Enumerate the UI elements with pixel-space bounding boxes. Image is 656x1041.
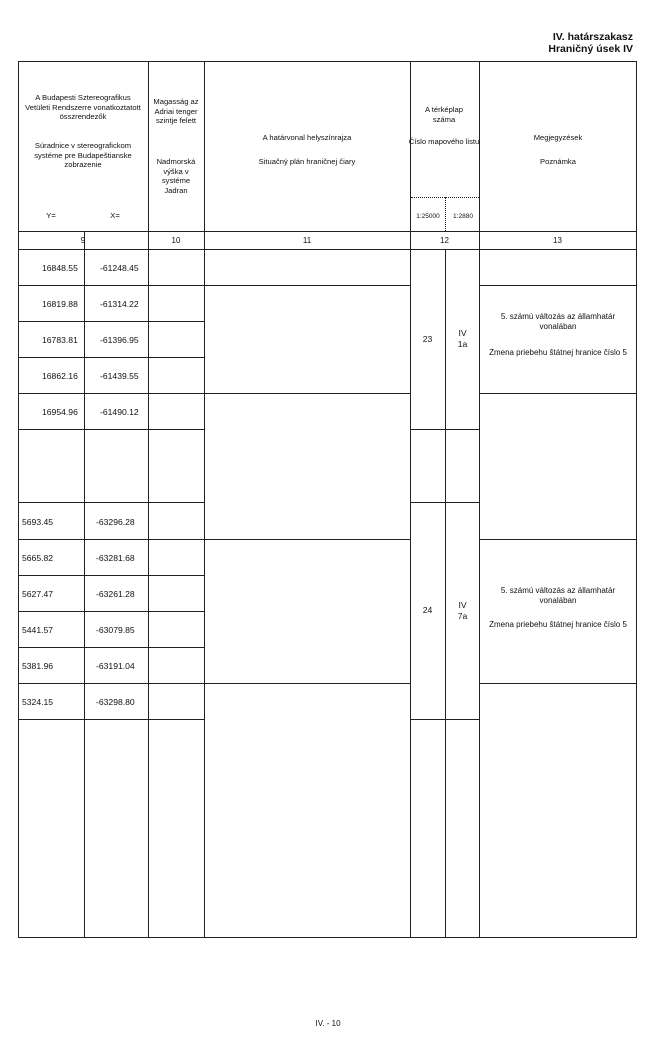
- map-sheet-2880-number: 1a: [457, 339, 468, 349]
- x-coordinate: -63296.28: [96, 517, 135, 527]
- x-coordinate: -63079.85: [96, 625, 135, 635]
- col12-scale1: 1:25000: [416, 213, 440, 220]
- col9-y-label: Y=: [46, 211, 56, 220]
- col13-header-sk: Poznámka: [540, 157, 576, 166]
- y-coordinate: 16862.16: [42, 371, 78, 381]
- col10-header-hu: Magasság az Adriai tenger szintje felett: [153, 97, 199, 125]
- x-coordinate: -61396.95: [100, 335, 139, 345]
- y-coordinate: 16783.81: [42, 335, 78, 345]
- y-coordinate: 16954.96: [42, 407, 78, 417]
- x-coordinate: -63281.68: [96, 553, 135, 563]
- map-sheet-25000: 23: [422, 334, 433, 344]
- col10-header-sk: Nadmorská výška v systéme Jadran: [156, 157, 196, 195]
- map-sheet-2880-series: IV: [458, 328, 467, 338]
- col12-header-sk: Číslo mapového listu: [408, 137, 480, 146]
- col11-header-sk: Situačný plán hraničnej čiary: [258, 157, 356, 166]
- col12-number: 12: [440, 236, 449, 245]
- page-number: IV. - 10: [315, 1019, 341, 1028]
- map-sheet-2880-number: 7a: [457, 611, 468, 621]
- col11-header-hu: A határvonal helyszínrajza: [262, 133, 352, 142]
- title-hu: IV. határszakasz: [552, 31, 633, 43]
- col10-number: 10: [171, 236, 181, 245]
- col13-number: 13: [553, 236, 562, 245]
- col13-header-hu: Megjegyzések: [533, 133, 583, 142]
- x-coordinate: -63191.04: [96, 661, 135, 671]
- note-sk: Zmena priebehu štátnej hranice číslo 5: [489, 348, 627, 357]
- x-coordinate: -61490.12: [100, 407, 139, 417]
- map-sheet-25000: 24: [422, 605, 433, 615]
- y-coordinate: 5627.47: [22, 589, 54, 599]
- col9-header-hu: A Budapesti Sztereografikus Vetületi Rendszerre vonatkoztatott összrendezők: [25, 93, 141, 121]
- map-sheet-2880-series: IV: [458, 600, 467, 610]
- col9-header-sk: Súradnice v stereografickom systéme pre Budapeštianske zobrazenie: [34, 141, 132, 169]
- col11-number: 11: [302, 236, 312, 245]
- title-sk: Hraničný úsek IV: [548, 43, 633, 55]
- y-coordinate: 5665.82: [22, 553, 54, 563]
- x-coordinate: -63298.80: [96, 697, 135, 707]
- note-hu: 5. számú változás az államhatár vonalában: [500, 586, 616, 605]
- x-coordinate: -61439.55: [100, 371, 139, 381]
- y-coordinate: 16848.55: [42, 263, 78, 273]
- note-sk: Zmena priebehu štátnej hranice číslo 5: [489, 620, 627, 629]
- y-coordinate: 5324.15: [22, 697, 54, 707]
- col12-scale2: 1:2880: [453, 213, 473, 220]
- y-coordinate: 5693.45: [22, 517, 54, 527]
- x-coordinate: -61248.45: [100, 263, 139, 273]
- y-coordinate: 5381.96: [22, 661, 54, 671]
- x-coordinate: -63261.28: [96, 589, 135, 599]
- col9-number: 9: [80, 236, 86, 245]
- col12-header-hu: A térképlap száma: [425, 105, 463, 124]
- y-coordinate: 5441.57: [22, 625, 54, 635]
- col9-x-label: X=: [110, 211, 120, 220]
- y-coordinate: 16819.88: [42, 299, 78, 309]
- note-hu: 5. számú változás az államhatár vonalában: [500, 312, 616, 331]
- x-coordinate: -61314.22: [100, 299, 139, 309]
